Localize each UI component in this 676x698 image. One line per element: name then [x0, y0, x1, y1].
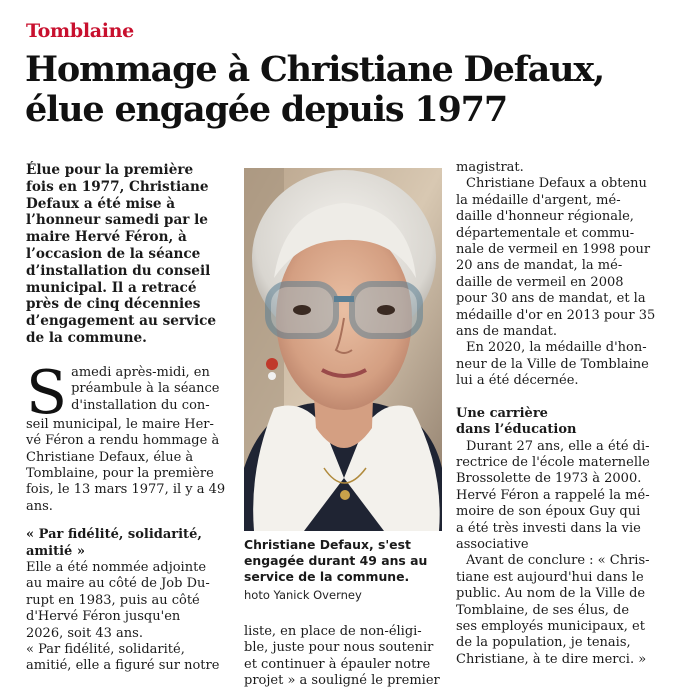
text-line: Christiane Defaux, élue à: [26, 449, 194, 465]
text-line: daille de vermeil en 2008: [456, 274, 624, 290]
text-line: d'Hervé Féron jusqu'en: [26, 609, 181, 625]
text-line: Christiane, à te dire merci. »: [456, 651, 647, 667]
text-line: En 2020, la médaille d'hon-: [466, 340, 647, 356]
lede-line: d’installation du conseil: [26, 262, 211, 279]
portrait-photo: [244, 168, 442, 531]
text-line: médaille d'or en 2013 pour 35: [456, 307, 656, 323]
text-line: de la population, je tenais,: [456, 635, 631, 651]
text-line: ses employés municipaux, et: [456, 618, 645, 634]
text-line: Avant de conclure : « Chris-: [466, 553, 650, 569]
text-line: liste, en place de non-éligi-: [244, 624, 422, 639]
headline-line: élue engagée depuis 1977: [25, 89, 507, 130]
text-line: « Par fidélité, solidarité,: [26, 642, 185, 658]
text-line: Tomblaine, de ses élus, de: [456, 602, 630, 618]
text-line: Christiane Defaux a obtenu: [466, 176, 647, 192]
text-line: préambule à la séance: [71, 381, 220, 397]
text-line: 20 ans de mandat, la mé-: [456, 258, 623, 274]
lede: [26, 162, 232, 347]
drop-cap: S: [26, 357, 68, 428]
portrait-illustration: [244, 168, 442, 531]
text-line: amedi après-midi, en: [71, 364, 210, 380]
headline-line: Hommage à Christiane Defaux,: [25, 49, 604, 90]
subheading-line: Une carrière: [456, 405, 548, 421]
subheading-line: amitié »: [26, 543, 85, 559]
text-line: a été très investi dans la vie: [456, 520, 641, 536]
subheading-line: dans l’éducation: [456, 422, 577, 438]
text-line: lui a été décernée.: [456, 373, 579, 389]
subheading-carriere: [456, 406, 664, 439]
lede-line: près de cinq décennies: [26, 296, 201, 313]
subheading-fidelite: [26, 527, 232, 560]
text-line: la médaille d'argent, mé-: [456, 192, 621, 208]
text-line: public. Au nom de la Ville de: [456, 586, 646, 602]
headline: [25, 50, 665, 130]
text-line: Elle a été nommée adjointe: [26, 560, 207, 576]
text-line: moire de son époux Guy qui: [456, 504, 641, 520]
caption-line: Christiane Defaux, s'est: [244, 537, 411, 552]
text-line: Brossolette de 1973 à 2000.: [456, 471, 642, 487]
column-3: [456, 160, 664, 668]
lede-line: fois en 1977, Christiane: [26, 178, 209, 195]
photo-credit: hoto Yanick Overney: [244, 588, 362, 602]
text-line: seil municipal, le maire Her-: [26, 416, 214, 432]
text-line: pour 30 ans de mandat, et la: [456, 291, 646, 307]
text-line: associative: [456, 536, 529, 552]
lede-line: d’engagement au service: [26, 313, 217, 330]
lede-line: municipal. Il a retracé: [26, 279, 197, 296]
text-line: projet » a souligné le premier: [244, 673, 440, 689]
caption-line: engagée durant 49 ans au: [244, 553, 428, 568]
text-line: nale de vermeil en 1998 pour: [456, 242, 651, 258]
lede-line: l’honneur samedi par le: [26, 212, 208, 229]
text-line: tiane est aujourd'hui dans le: [456, 569, 644, 585]
section-kicker: Tomblaine: [26, 20, 134, 42]
paragraph-nomination: [26, 560, 232, 675]
text-line: magistrat.: [456, 160, 524, 175]
photo-caption: [244, 537, 444, 585]
text-line: 2026, soit 43 ans.: [26, 625, 143, 641]
text-line: Durant 27 ans, elle a été di-: [466, 438, 650, 454]
text-line: ans.: [26, 498, 53, 514]
lede-line: Defaux a été mise à: [26, 195, 176, 212]
lede-line: maire Hervé Féron, à: [26, 229, 187, 246]
subheading-line: « Par fidélité, solidarité,: [26, 527, 202, 543]
caption-line: service de la commune.: [244, 569, 410, 584]
text-line: d'installation du con-: [71, 397, 210, 413]
text-line: au maire au côté de Job Du-: [26, 576, 210, 592]
column-2-text: [244, 624, 444, 690]
text-line: fois, le 13 mars 1977, il y a 49: [26, 482, 226, 498]
text-line: rectrice de l'école maternelle: [456, 454, 650, 470]
lede-line: de la commune.: [26, 329, 147, 346]
lede-line: Élue pour la première: [26, 162, 194, 178]
text-line: départementale et commu-: [456, 225, 635, 241]
text-line: et continuer à épauler notre: [244, 656, 431, 672]
text-line: neur de la Ville de Tomblaine: [456, 356, 649, 372]
text-line: vé Féron a rendu hommage à: [26, 433, 220, 449]
text-line: amitié, elle a figuré sur notre: [26, 658, 220, 674]
lede-line: l’occasion de la séance: [26, 245, 201, 262]
text-line: daille d'honneur régionale,: [456, 209, 634, 225]
paragraph-intro: [26, 357, 232, 515]
column-1: [26, 162, 232, 675]
text-line: ble, juste pour nous soutenir: [244, 640, 434, 656]
text-line: ans de mandat.: [456, 324, 557, 340]
text-line: rupt en 1983, puis au côté: [26, 592, 200, 608]
text-line: Hervé Féron a rappelé la mé-: [456, 487, 650, 503]
text-line: Tomblaine, pour la première: [26, 465, 214, 481]
